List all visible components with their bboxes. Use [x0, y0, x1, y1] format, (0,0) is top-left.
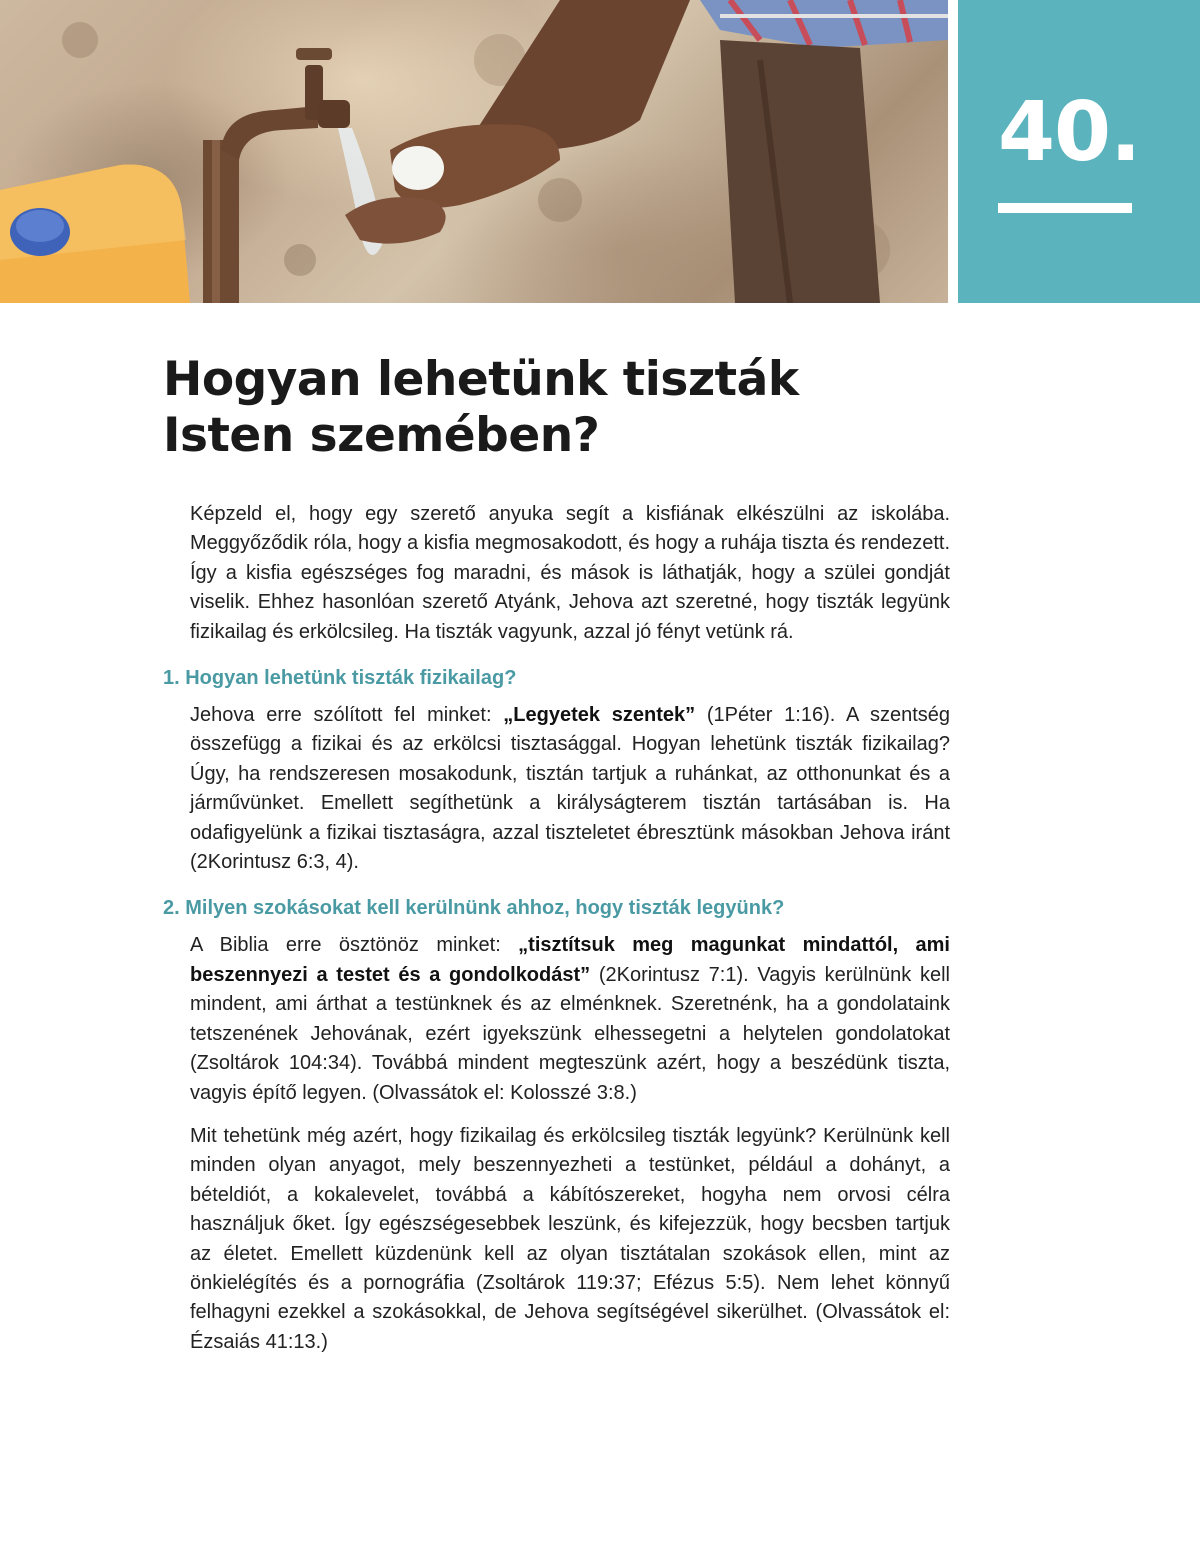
hero-image	[0, 0, 948, 303]
title-line-1: Hogyan lehetünk tiszták	[163, 352, 799, 407]
hand-washing-photo	[0, 0, 948, 303]
question-2-paragraph-2: Mit tehetünk még azért, hogy fizikailag és erkölcsileg tiszták legyünk? Kerülnünk kell minden olyan anyagot, mely beszennyezheti a testünket, például a dohányt, a bételdiót, a kokalevelet, továbbá a kábítószereket, hogyha nem orvosi célra használjuk őket. Így egészségesebbek leszünk, és kifejezzük, hogy becsben tartjuk az életet. Emellett küzdenünk kell az olyan tisztátalan szokások ellen, mint az önkielégítés és a pornográfia (Zsoltárok 119:37; Efézus 5:5). Nem lehet könnyű felhagyni ezekkel a szokásokkal, de Jehova segítségével sikerülhet. (Olvassátok el: Ézsaiás 41:13.)	[190, 1124, 950, 1353]
q2-text-after: (2Korintusz 7:1). Vagyis kerülnünk kell mindent, ami árthat a testünknek és az elménknek. Szeretnénk, ha a gondolataink tetszenének Jehovának, ezért igyekszünk elhessegetni a helytelen gondolatokat (Zsoltárok 104:34). Továbbá mindent megteszünk azért, hogy a beszédünk tiszta, vagyis építő legyen. (Olvassátok el: Kolosszé 3:8.)	[190, 963, 950, 1104]
title-line-2: Isten szemében?	[163, 408, 600, 463]
q2-text-before: A Biblia erre ösztönöz minket:	[190, 934, 519, 957]
question-2-paragraph-1	[190, 931, 950, 1107]
question-1-paragraph	[190, 701, 950, 877]
question-2-heading: 2. Milyen szokásokat kell kerülnünk ahhoz, hogy tiszták legyünk?	[163, 897, 785, 920]
q1-scripture-quote: „Legyetek szentek”	[503, 704, 696, 727]
page-title	[163, 352, 963, 464]
chapter-badge	[958, 0, 1200, 303]
q2-scripture-quote: „tisztítsuk meg magunkat mindattól, ami beszennyezi a testet és a gondolkodást”	[190, 934, 950, 986]
q1-text-after: (1Péter 1:16). A szentség összefügg a fizikai és az erkölcsi tisztasággal. Hogyan lehetünk tiszták fizikailag? Úgy, ha rendszeresen mosakodunk, tisztán tartjuk a ruhánkat, az otthonunkat és a járművünket. Emellett segíthetünk a királyságterem tisztán tartásában is. Ha odafigyelünk a fizikai tisztaságra, azzal tiszteletet ébresztünk másokban Jehova iránt (2Korintusz 6:3, 4).	[190, 704, 950, 874]
main-content	[163, 500, 950, 1371]
intro-paragraph: Képzeld el, hogy egy szerető anyuka segít a kisfiának elkészülni az iskolába. Meggyőződik róla, hogy a kisfia megmosakodott, és hogy a ruhája tiszta és rendezett. Így a kisfia egészséges fog maradni, és mások is láthatják, hogy a szülei gondját viselik. Ehhez hasonlóan szerető Atyánk, Jehova azt szeretné, hogy tiszták legyünk fizikailag és erkölcsileg. Ha tiszták vagyunk, azzal jó fényt vetünk rá.	[190, 503, 950, 643]
chapter-number: 40.	[998, 85, 1141, 180]
q1-text-before: Jehova erre szólított fel minket:	[190, 704, 504, 727]
question-1-heading: 1. Hogyan lehetünk tiszták fizikailag?	[163, 667, 517, 690]
chapter-underline	[998, 203, 1132, 213]
